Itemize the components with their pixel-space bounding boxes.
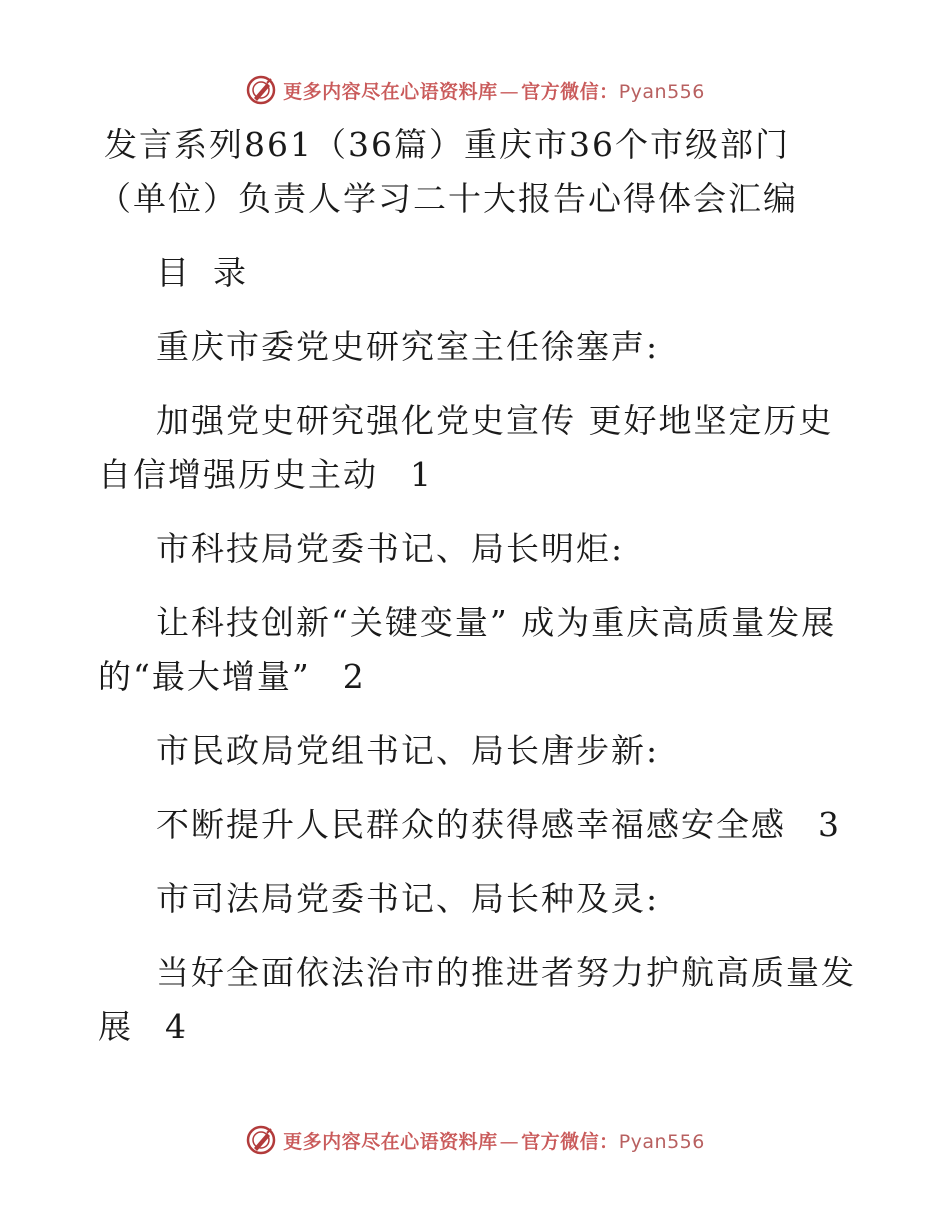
watermark-dash: — [499,1130,520,1153]
watermark-wechat-id: Pyan556 [618,80,705,103]
toc-page-1: 1 [410,455,433,494]
document-body [98,118,858,1074]
toc-speaker-4: 市司法局党委书记、局长种及灵: [156,879,660,918]
toc-heading: 目录 [156,253,270,292]
toc-speaker-2: 市科技局党委书记、局长明炬: [156,529,625,568]
toc-article-2: 让科技创新“关键变量” 成为重庆高质量发展的“最大增量” [98,603,837,696]
toc-entry-3 [98,798,858,852]
toc-entry-2 [98,596,858,704]
header-watermark [0,70,950,110]
toc-speaker-3: 市民政局党组书记、局长唐步新: [156,731,660,770]
toc-page-2: 2 [342,657,366,696]
watermark-wechat-id: Pyan556 [618,1130,705,1153]
watermark-brand: 更多内容尽在心语资料库 [283,80,498,103]
toc-entry-4 [98,946,858,1054]
toc-page-4: 4 [165,1007,188,1046]
watermark-text [283,77,705,104]
toc-article-3: 不断提升人民群众的获得感幸福感安全感 [156,805,786,844]
pen-logo-icon [245,1124,277,1156]
watermark-text [283,1127,705,1154]
toc-speaker-1: 重庆市委党史研究室主任徐塞声: [156,327,660,366]
watermark-brand: 更多内容尽在心语资料库 [283,1130,498,1153]
watermark-wechat-label: 官方微信： [521,1130,619,1153]
toc-article-1: 加强党史研究强化党史宣传 更好地坚定历史自信增强历史主动 [98,401,834,494]
toc-article-4: 当好全面依法治市的推进者努力护航高质量发展 [98,953,856,1046]
pen-logo-icon [245,74,277,106]
footer-watermark [0,1120,950,1160]
toc-entry-1 [98,394,858,502]
watermark-wechat-label: 官方微信： [521,80,619,103]
document-title: 发言系列861（36篇）重庆市36个市级部门（单位）负责人学习二十大报告心得体会汇编 [98,125,798,218]
toc-page-3: 3 [818,805,841,844]
watermark-dash: — [499,80,520,103]
